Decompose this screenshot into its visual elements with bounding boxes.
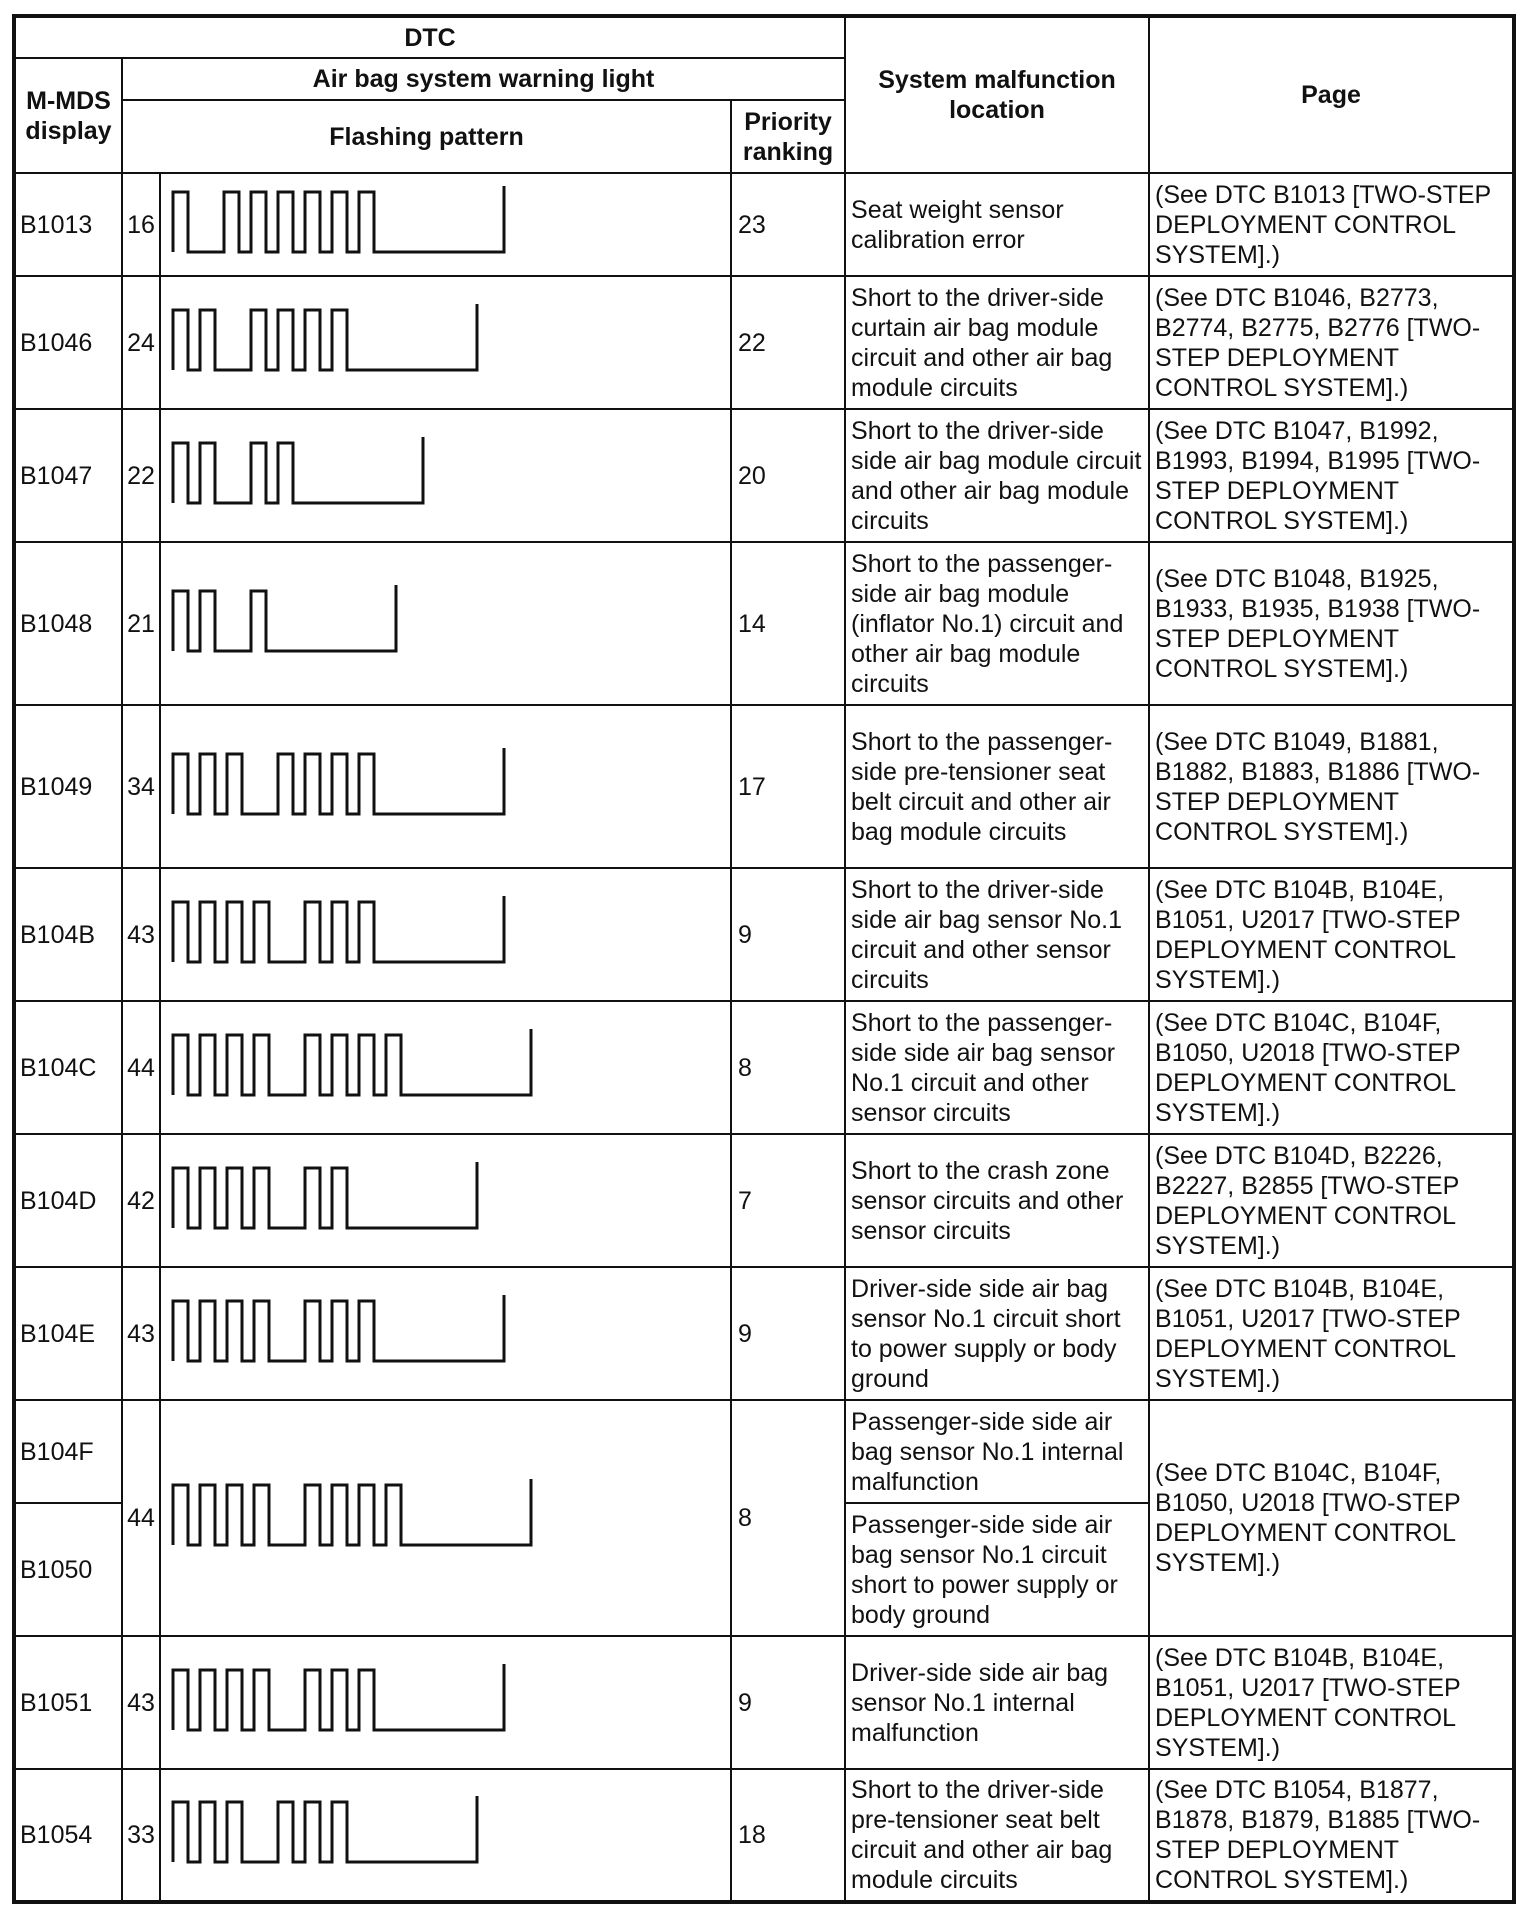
malfunction-location: Short to the driver-side pre-tensioner seat belt circuit and other air bag module circuits (845, 1769, 1149, 1902)
flash-pattern-line (173, 748, 504, 814)
page-reference: (See DTC B104B, B104E, B1051, U2017 [TWO-STEP DEPLOYMENT CONTROL SYSTEM].) (1149, 1267, 1514, 1400)
flash-count: 44 (122, 1001, 160, 1134)
flash-pattern-waveform (167, 298, 726, 388)
priority-rank: 23 (731, 173, 845, 276)
dtc-code: B104C (14, 1001, 122, 1134)
flash-count: 22 (122, 409, 160, 542)
table-row (14, 409, 1514, 542)
flash-count: 42 (122, 1134, 160, 1267)
malfunction-location: Passenger-side side air bag sensor No.1 internal malfunction (845, 1400, 1149, 1503)
malfunction-location: Short to the crash zone sensor circuits and other sensor circuits (845, 1134, 1149, 1267)
flash-pattern-cell (160, 173, 731, 276)
flash-pattern-cell (160, 276, 731, 409)
header-mmds-display: M-MDS display (14, 58, 122, 173)
flash-pattern-cell (160, 1267, 731, 1400)
flash-count: 43 (122, 868, 160, 1001)
flash-pattern-cell (160, 1134, 731, 1267)
dtc-code: B1049 (14, 705, 122, 868)
header-malfunction-location: System malfunction location (845, 16, 1149, 173)
flash-pattern-line (173, 1664, 504, 1730)
page-reference: (See DTC B104C, B104F, B1050, U2018 [TWO-STEP DEPLOYMENT CONTROL SYSTEM].) (1149, 1400, 1514, 1636)
header-priority-ranking: Priority ranking (731, 100, 845, 173)
malfunction-location: Short to the driver-side side air bag sensor No.1 circuit and other sensor circuits (845, 868, 1149, 1001)
dtc-code: B1013 (14, 173, 122, 276)
priority-rank: 8 (731, 1400, 845, 1636)
table-row (14, 1769, 1514, 1902)
page-reference: (See DTC B104B, B104E, B1051, U2017 [TWO-STEP DEPLOYMENT CONTROL SYSTEM].) (1149, 1636, 1514, 1769)
flash-count: 33 (122, 1769, 160, 1902)
dtc-code: B104D (14, 1134, 122, 1267)
flash-pattern-waveform (167, 1473, 726, 1563)
flash-pattern-line (173, 896, 504, 962)
flash-pattern-cell (160, 1636, 731, 1769)
flash-pattern-waveform (167, 1790, 726, 1880)
flash-pattern-line (173, 304, 477, 370)
priority-rank: 8 (731, 1001, 845, 1134)
table-row (14, 1636, 1514, 1769)
dtc-code: B1046 (14, 276, 122, 409)
malfunction-location: Short to the passenger-side side air bag sensor No.1 circuit and other sensor circuits (845, 1001, 1149, 1134)
priority-rank: 9 (731, 1636, 845, 1769)
flash-pattern-cell (160, 409, 731, 542)
page-reference: (See DTC B1049, B1881, B1882, B1883, B1886 [TWO-STEP DEPLOYMENT CONTROL SYSTEM].) (1149, 705, 1514, 868)
flash-pattern-waveform (167, 1658, 726, 1748)
flash-pattern-cell (160, 705, 731, 868)
page-reference: (See DTC B1013 [TWO-STEP DEPLOYMENT CONTROL SYSTEM].) (1149, 173, 1514, 276)
flash-count: 44 (122, 1400, 160, 1636)
malfunction-location: Short to the driver-side side air bag module circuit and other air bag module circuits (845, 409, 1149, 542)
flash-pattern-line (173, 437, 423, 503)
priority-rank: 18 (731, 1769, 845, 1902)
flash-count: 16 (122, 173, 160, 276)
header-dtc: DTC (14, 16, 845, 58)
dtc-code: B1048 (14, 542, 122, 705)
dtc-table-container (12, 14, 1512, 1896)
header-page: Page (1149, 16, 1514, 173)
flash-count: 43 (122, 1636, 160, 1769)
flash-pattern-line (173, 186, 504, 252)
flash-pattern-cell (160, 868, 731, 1001)
flash-pattern-line (173, 1029, 531, 1095)
page-reference: (See DTC B1047, B1992, B1993, B1994, B1995 [TWO-STEP DEPLOYMENT CONTROL SYSTEM].) (1149, 409, 1514, 542)
page-reference: (See DTC B1046, B2773, B2774, B2775, B2776 [TWO-STEP DEPLOYMENT CONTROL SYSTEM].) (1149, 276, 1514, 409)
malfunction-location: Passenger-side side air bag sensor No.1 circuit short to power supply or body ground (845, 1503, 1149, 1636)
flash-pattern-cell (160, 1769, 731, 1902)
page-reference: (See DTC B1048, B1925, B1933, B1935, B1938 [TWO-STEP DEPLOYMENT CONTROL SYSTEM].) (1149, 542, 1514, 705)
header-warning-light: Air bag system warning light (122, 58, 845, 100)
flash-pattern-line (173, 585, 396, 651)
flash-pattern-waveform (167, 890, 726, 980)
table-row (14, 542, 1514, 705)
flash-pattern-line (173, 1479, 531, 1545)
table-row (14, 276, 1514, 409)
flash-pattern-line (173, 1162, 477, 1228)
malfunction-location: Short to the passenger-side pre-tensioner seat belt circuit and other air bag module circuits (845, 705, 1149, 868)
page-reference: (See DTC B104D, B2226, B2227, B2855 [TWO-STEP DEPLOYMENT CONTROL SYSTEM].) (1149, 1134, 1514, 1267)
table-row (14, 1267, 1514, 1400)
table-row (14, 1400, 1514, 1503)
malfunction-location: Short to the driver-side curtain air bag module circuit and other air bag module circuits (845, 276, 1149, 409)
flash-pattern-line (173, 1796, 477, 1862)
priority-rank: 9 (731, 1267, 845, 1400)
page-reference: (See DTC B1054, B1877, B1878, B1879, B1885 [TWO-STEP DEPLOYMENT CONTROL SYSTEM].) (1149, 1769, 1514, 1902)
flash-pattern-waveform (167, 579, 726, 669)
malfunction-location: Driver-side side air bag sensor No.1 internal malfunction (845, 1636, 1149, 1769)
dtc-code: B1051 (14, 1636, 122, 1769)
priority-rank: 17 (731, 705, 845, 868)
priority-rank: 9 (731, 868, 845, 1001)
page-reference: (See DTC B104B, B104E, B1051, U2017 [TWO-STEP DEPLOYMENT CONTROL SYSTEM].) (1149, 868, 1514, 1001)
table-row (14, 868, 1514, 1001)
malfunction-location: Driver-side side air bag sensor No.1 circuit short to power supply or body ground (845, 1267, 1149, 1400)
table-row (14, 173, 1514, 276)
dtc-code: B104F (14, 1400, 122, 1503)
flash-count: 21 (122, 542, 160, 705)
priority-rank: 20 (731, 409, 845, 542)
table-row (14, 705, 1514, 868)
dtc-code: B1047 (14, 409, 122, 542)
dtc-table (12, 14, 1516, 1904)
malfunction-location: Short to the passenger-side air bag module (inflator No.1) circuit and other air bag module circuits (845, 542, 1149, 705)
flash-pattern-line (173, 1295, 504, 1361)
dtc-code: B1050 (14, 1503, 122, 1636)
flash-pattern-cell (160, 1001, 731, 1134)
page-reference: (See DTC B104C, B104F, B1050, U2018 [TWO-STEP DEPLOYMENT CONTROL SYSTEM].) (1149, 1001, 1514, 1134)
flash-pattern-waveform (167, 1289, 726, 1379)
flash-pattern-waveform (167, 431, 726, 521)
priority-rank: 7 (731, 1134, 845, 1267)
flash-pattern-waveform (167, 1023, 726, 1113)
dtc-code: B104B (14, 868, 122, 1001)
priority-rank: 22 (731, 276, 845, 409)
header-flashing-pattern: Flashing pattern (122, 100, 731, 173)
flash-pattern-waveform (167, 180, 726, 270)
flash-pattern-cell (160, 1400, 731, 1636)
table-row (14, 1001, 1514, 1134)
dtc-code: B1054 (14, 1769, 122, 1902)
flash-pattern-waveform (167, 742, 726, 832)
priority-rank: 14 (731, 542, 845, 705)
dtc-code: B104E (14, 1267, 122, 1400)
flash-pattern-waveform (167, 1156, 726, 1246)
flash-count: 34 (122, 705, 160, 868)
table-row (14, 1134, 1514, 1267)
malfunction-location: Seat weight sensor calibration error (845, 173, 1149, 276)
flash-count: 24 (122, 276, 160, 409)
flash-pattern-cell (160, 542, 731, 705)
flash-count: 43 (122, 1267, 160, 1400)
